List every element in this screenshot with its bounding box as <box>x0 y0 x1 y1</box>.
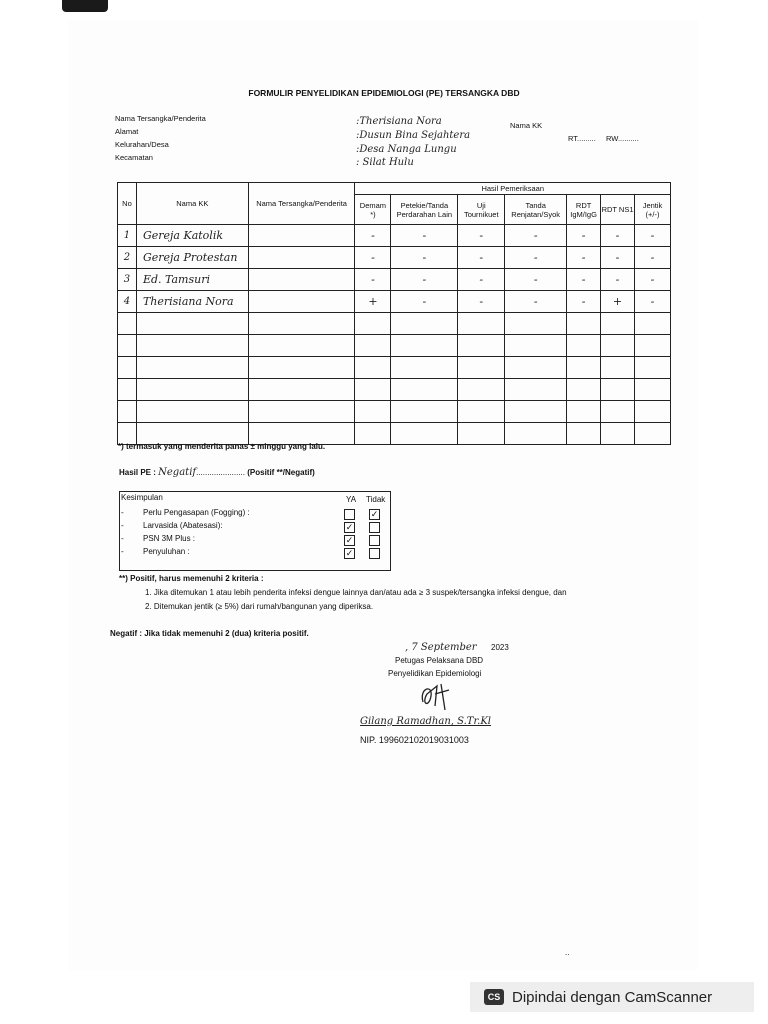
table-row <box>118 379 671 401</box>
table-cell <box>567 401 601 423</box>
table-cell <box>355 401 391 423</box>
table-cell <box>355 357 391 379</box>
table-cell <box>601 423 635 445</box>
table-cell <box>136 335 248 357</box>
table-cell: Gereja Katolik <box>136 225 248 247</box>
table-cell <box>248 357 355 379</box>
criteria-item-1: 1. Jika ditemukan 1 atau lebih penderita infeksi dengue lainnya dan/atau ada ≥ 3 suspek/tersangka infeksi dengue, dan <box>145 588 567 597</box>
table-cell <box>355 379 391 401</box>
table-cell <box>601 379 635 401</box>
table-cell: - <box>567 247 601 269</box>
table-cell: - <box>505 291 567 313</box>
value-alamat: :Dusun Bina Sejahtera <box>356 130 471 141</box>
table-cell: Ed. Tamsuri <box>136 269 248 291</box>
table-cell: - <box>505 225 567 247</box>
table-cell <box>458 313 505 335</box>
table-cell <box>505 313 567 335</box>
header-hasil-pemeriksaan: Hasil Pemeriksaan <box>355 183 671 195</box>
value-kelurahan: :Desa Nanga Lungu <box>356 144 457 155</box>
table-cell: Gereja Protestan <box>136 247 248 269</box>
table-cell <box>391 379 458 401</box>
kesimpulan-ya-label: YA <box>346 495 357 504</box>
hasil-value: Negatif <box>158 467 197 478</box>
table-cell: 2 <box>118 247 137 269</box>
table-cell <box>567 379 601 401</box>
checkbox-ya[interactable] <box>344 509 355 520</box>
kesimpulan-bullet: - <box>121 521 124 530</box>
header-rdt-ns1: RDT NS1 <box>601 195 635 225</box>
header-nama-kk: Nama KK <box>136 183 248 225</box>
table-cell <box>118 401 137 423</box>
kesimpulan-item-label: Penyuluhan : <box>143 547 190 556</box>
table-cell: - <box>458 225 505 247</box>
kesimpulan-tidak-label: Tidak <box>366 495 386 504</box>
label-kecamatan: Kecamatan <box>115 153 153 162</box>
table-row <box>118 247 671 269</box>
table-cell <box>634 401 670 423</box>
table-row <box>118 291 671 313</box>
table-cell: 1 <box>118 225 137 247</box>
table-row <box>118 357 671 379</box>
label-alamat: Alamat <box>115 127 139 136</box>
scan-corner-mark <box>62 0 108 12</box>
table-cell: - <box>355 247 391 269</box>
header-nama-tersangka: Nama Tersangka/Penderita <box>248 183 355 225</box>
table-cell: - <box>567 291 601 313</box>
table-cell: - <box>567 225 601 247</box>
label-nama-kk: Nama KK <box>510 121 543 130</box>
signature-date: , 7 September <box>405 642 477 653</box>
table-cell <box>136 379 248 401</box>
table-row <box>118 335 671 357</box>
kesimpulan-item-label: Perlu Pengasapan (Fogging) : <box>143 508 250 517</box>
table-cell <box>118 335 137 357</box>
table-cell <box>391 313 458 335</box>
table-row <box>118 269 671 291</box>
table-cell: - <box>458 269 505 291</box>
kesimpulan-bullet: - <box>121 508 124 517</box>
signature-role-2: Penyelidikan Epidemiologi <box>388 669 482 678</box>
table-cell: - <box>601 225 635 247</box>
table-cell: - <box>505 269 567 291</box>
table-cell <box>505 357 567 379</box>
table-cell <box>248 379 355 401</box>
table-cell: + <box>601 291 635 313</box>
table-cell: - <box>391 247 458 269</box>
table-cell <box>391 401 458 423</box>
table-cell <box>391 423 458 445</box>
table-cell: - <box>391 225 458 247</box>
label-kelurahan: Kelurahan/Desa <box>115 140 169 149</box>
table-cell <box>505 401 567 423</box>
table-row <box>118 225 671 247</box>
header-jentik: Jentik (+/-) <box>634 195 670 225</box>
table-cell <box>136 357 248 379</box>
table-cell <box>355 423 391 445</box>
table-cell: - <box>391 291 458 313</box>
kesimpulan-title: Kesimpulan <box>121 493 163 502</box>
table-cell: - <box>391 269 458 291</box>
table-cell <box>601 313 635 335</box>
camscanner-text: Dipindai dengan CamScanner <box>512 988 713 1006</box>
hasil-pe: Hasil PE : Negatif...................... (Positif **/Negatif) <box>119 467 315 478</box>
table-cell: - <box>458 291 505 313</box>
kesimpulan-bullet: - <box>121 547 124 556</box>
kesimpulan-item-label: PSN 3M Plus : <box>143 534 196 543</box>
table-cell: - <box>355 225 391 247</box>
label-nama-tersangka: Nama Tersangka/Penderita <box>115 114 206 123</box>
form-title: FORMULIR PENYELIDIKAN EPIDEMIOLOGI (PE) TERSANGKA DBD <box>248 88 520 98</box>
footnote-demam: *) termasuk yang menderita panas ± minggu yang lalu. <box>118 442 326 451</box>
label-rw: RW.......... <box>606 134 639 143</box>
signature-role-1: Petugas Pelaksana DBD <box>395 656 484 665</box>
table-cell: - <box>634 269 670 291</box>
checkbox-ya[interactable]: ✓ <box>345 535 354 545</box>
signature-nip: NIP. 199602102019031003 <box>360 735 469 745</box>
signature-name: Gilang Ramadhan, S.Tr.Kl <box>360 716 492 727</box>
table-cell <box>248 269 355 291</box>
table-cell <box>136 313 248 335</box>
table-cell: - <box>458 247 505 269</box>
table-cell <box>567 313 601 335</box>
table-cell <box>136 401 248 423</box>
table-cell <box>248 335 355 357</box>
header-petekie: Petekie/Tanda Perdarahan Lain <box>391 195 458 225</box>
table-row <box>118 401 671 423</box>
table-cell <box>391 357 458 379</box>
table-cell: Therisiana Nora <box>136 291 248 313</box>
table-cell <box>634 379 670 401</box>
table-cell <box>391 335 458 357</box>
table-cell: 3 <box>118 269 137 291</box>
table-cell: 4 <box>118 291 137 313</box>
checkbox-tidak[interactable] <box>369 522 380 533</box>
table-cell <box>505 335 567 357</box>
header-renjatan: Tanda Renjatan/Syok <box>505 195 567 225</box>
table-cell <box>567 423 601 445</box>
kesimpulan-bullet: - <box>121 534 124 543</box>
table-cell <box>634 313 670 335</box>
table-cell <box>458 357 505 379</box>
criteria-item-2: 2. Ditemukan jentik (≥ 5%) dari rumah/bangunan yang diperiksa. <box>145 602 374 611</box>
value-nama-tersangka: :Therisiana Nora <box>356 116 442 127</box>
table-cell <box>458 401 505 423</box>
table-cell: - <box>601 247 635 269</box>
table-cell <box>634 423 670 445</box>
table-cell <box>567 357 601 379</box>
table-cell <box>355 313 391 335</box>
table-cell <box>458 335 505 357</box>
table-cell <box>458 379 505 401</box>
table-cell <box>458 423 505 445</box>
table-cell <box>355 335 391 357</box>
table-cell <box>505 423 567 445</box>
table-cell <box>601 357 635 379</box>
table-cell: - <box>601 269 635 291</box>
header-demam: Demam *) <box>355 195 391 225</box>
stray-mark: .. <box>565 948 570 957</box>
checkbox-tidak[interactable] <box>369 535 380 546</box>
checkbox-ya[interactable]: ✓ <box>345 522 354 532</box>
table-cell <box>634 357 670 379</box>
table-cell: - <box>634 225 670 247</box>
camscanner-badge <box>470 982 754 1012</box>
table-cell <box>118 379 137 401</box>
table-cell <box>567 335 601 357</box>
table-cell <box>601 335 635 357</box>
table-cell <box>118 357 137 379</box>
value-kecamatan: : Silat Hulu <box>356 157 414 168</box>
criteria-head: **) Positif, harus memenuhi 2 kriteria : <box>119 574 264 583</box>
table-row <box>118 313 671 335</box>
table-cell: - <box>505 247 567 269</box>
header-uji-tournikuet: Uji Tournikuet <box>458 195 505 225</box>
checkbox-ya[interactable]: ✓ <box>345 548 354 558</box>
table-cell: - <box>355 269 391 291</box>
table-cell <box>248 313 355 335</box>
checkbox-tidak[interactable]: ✓ <box>370 509 379 519</box>
checkbox-tidak[interactable] <box>369 548 380 559</box>
signature-scribble-icon <box>415 680 465 714</box>
pe-table <box>117 182 671 445</box>
kesimpulan-item-label: Larvasida (Abatesasi): <box>143 521 223 530</box>
header-rdt-igm: RDT IgM/IgG <box>567 195 601 225</box>
label-rt: RT......... <box>568 134 596 143</box>
table-cell <box>505 379 567 401</box>
table-cell <box>601 401 635 423</box>
table-cell <box>248 401 355 423</box>
table-cell <box>118 313 137 335</box>
table-cell: + <box>355 291 391 313</box>
table-cell: - <box>634 291 670 313</box>
criteria-negatif: Negatif : Jika tidak memenuhi 2 (dua) kriteria positif. <box>110 629 309 638</box>
table-cell <box>248 225 355 247</box>
table-cell <box>248 291 355 313</box>
table-cell: - <box>567 269 601 291</box>
header-no: No <box>118 183 137 225</box>
table-cell <box>248 247 355 269</box>
table-cell <box>634 335 670 357</box>
table-cell: - <box>634 247 670 269</box>
signature-year: 2023 <box>491 643 509 652</box>
camscanner-logo-icon: CS <box>484 989 504 1005</box>
